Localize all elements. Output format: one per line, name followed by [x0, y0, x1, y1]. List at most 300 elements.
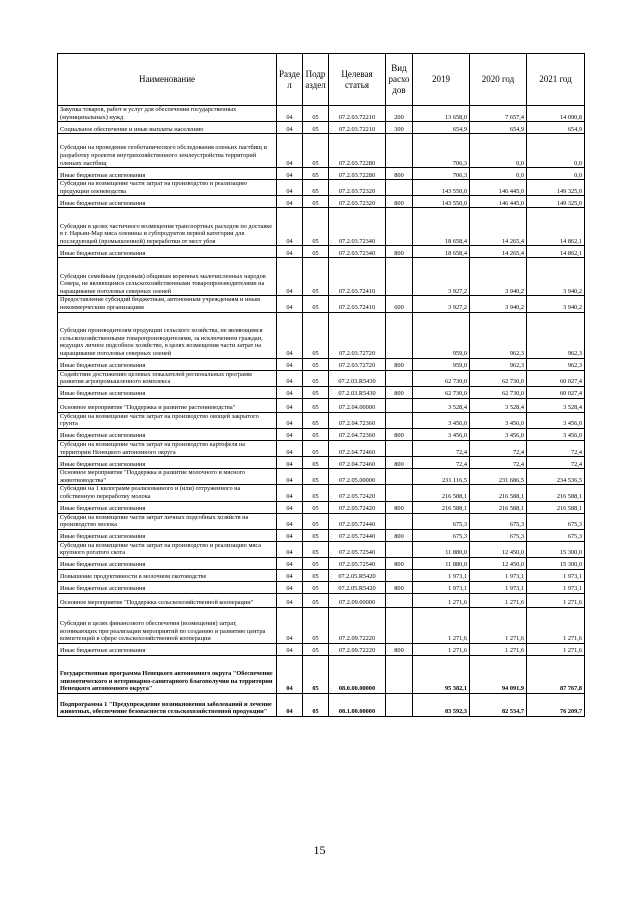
cell-target: 07.2.03.72410 — [329, 258, 386, 296]
table-row — [58, 581, 585, 593]
cell-name: Субсидии на возмещение части затрат на производство овощей закрытого грунта — [58, 412, 277, 428]
cell-2020: 675,3 — [470, 529, 527, 541]
cell-2021: 60 027,4 — [527, 386, 585, 398]
cell-vid: 800 — [386, 457, 413, 469]
cell-target: 07.2.03.72320 — [329, 196, 386, 208]
cell-podrazdel: 05 — [303, 457, 329, 469]
cell-vid: 800 — [386, 168, 413, 180]
cell-podrazdel: 05 — [303, 208, 329, 246]
cell-podrazdel: 05 — [303, 296, 329, 312]
cell-name: Основное мероприятие "Поддержка сельскохозяйственной кооперации" — [58, 593, 277, 607]
cell-name: Субсидии производителям продукции сельского хозяйства, не являющимся сельскохозяйственными товаропроизводителями, за исключением граждан, ведущих личное подсобное хозяйство, в целях возмещения части затрат на наращивание поголовья северных оленей — [58, 312, 277, 358]
cell-2021: 216 588,1 — [527, 485, 585, 501]
cell-target: 07.2.09.72220 — [329, 643, 386, 655]
cell-podrazdel: 05 — [303, 386, 329, 398]
table-row — [58, 593, 585, 607]
cell-name: Иные бюджетные ассигнования — [58, 196, 277, 208]
cell-2020: 72,4 — [470, 457, 527, 469]
cell-2021: 15 300,0 — [527, 541, 585, 557]
cell-2020: 146 445,0 — [470, 196, 527, 208]
cell-2021: 1 271,6 — [527, 643, 585, 655]
cell-name: Иные бюджетные ассигнования — [58, 529, 277, 541]
cell-2020: 962,3 — [470, 358, 527, 370]
cell-razdel: 04 — [277, 358, 303, 370]
header-name: Наименование — [58, 54, 277, 106]
cell-2021: 14 862,1 — [527, 208, 585, 246]
cell-name: Иные бюджетные ассигнования — [58, 246, 277, 258]
cell-2020: 216 588,1 — [470, 501, 527, 513]
cell-vid: 800 — [386, 501, 413, 513]
cell-vid: 800 — [386, 529, 413, 541]
cell-2020: 1 973,1 — [470, 569, 527, 581]
cell-podrazdel: 05 — [303, 134, 329, 168]
cell-2020: 12 450,0 — [470, 557, 527, 569]
cell-razdel: 04 — [277, 569, 303, 581]
cell-name: Иные бюджетные ассигнования — [58, 557, 277, 569]
cell-target: 07.2.03.72340 — [329, 208, 386, 246]
cell-razdel: 04 — [277, 168, 303, 180]
cell-2020: 3 528,4 — [470, 398, 527, 412]
cell-2021: 1 973,1 — [527, 581, 585, 593]
cell-razdel: 04 — [277, 106, 303, 122]
table-row — [58, 440, 585, 456]
table-row — [58, 513, 585, 529]
cell-2020: 14 265,4 — [470, 208, 527, 246]
cell-2021: 675,3 — [527, 513, 585, 529]
cell-razdel: 04 — [277, 246, 303, 258]
cell-target: 07.2.04.72360 — [329, 412, 386, 428]
cell-podrazdel: 05 — [303, 312, 329, 358]
cell-2019: 13 658,0 — [413, 106, 470, 122]
cell-podrazdel: 05 — [303, 607, 329, 643]
cell-vid — [386, 607, 413, 643]
cell-name: Предоставление субсидий бюджетным, автономным учреждениям и иным некоммерческим организациям — [58, 296, 277, 312]
cell-2019: 72,4 — [413, 457, 470, 469]
cell-2019: 1 271,6 — [413, 593, 470, 607]
cell-target: 07.2.04.72360 — [329, 428, 386, 440]
budget-table — [57, 53, 585, 717]
cell-podrazdel: 05 — [303, 168, 329, 180]
cell-name: Повышение продуктивности в молочном скотоводстве — [58, 569, 277, 581]
cell-razdel: 04 — [277, 180, 303, 196]
cell-target: 07.2.09.00000 — [329, 593, 386, 607]
cell-razdel: 04 — [277, 386, 303, 398]
table-body — [58, 106, 585, 717]
cell-podrazdel: 05 — [303, 398, 329, 412]
cell-razdel: 04 — [277, 134, 303, 168]
cell-2019: 706,3 — [413, 168, 470, 180]
cell-podrazdel: 05 — [303, 643, 329, 655]
cell-2021: 962,3 — [527, 358, 585, 370]
table-row — [58, 428, 585, 440]
table-row — [58, 457, 585, 469]
cell-2021: 654,9 — [527, 122, 585, 134]
cell-2021: 60 027,4 — [527, 370, 585, 386]
cell-name: Содействие достижению целевых показателей региональных программ развития агропромышленного комплекса — [58, 370, 277, 386]
cell-2020: 0,0 — [470, 134, 527, 168]
cell-2020: 962,3 — [470, 312, 527, 358]
table-row — [58, 168, 585, 180]
cell-name: Иные бюджетные ассигнования — [58, 581, 277, 593]
cell-2021: 3 456,0 — [527, 428, 585, 440]
cell-2020: 654,9 — [470, 122, 527, 134]
cell-target: 07.2.03.72340 — [329, 246, 386, 258]
table-row — [58, 655, 585, 693]
cell-target: 07.2.04.72460 — [329, 457, 386, 469]
cell-razdel: 04 — [277, 557, 303, 569]
cell-2021: 149 325,0 — [527, 180, 585, 196]
header-2021: 2021 год — [527, 54, 585, 106]
cell-target: 07.2.03.R5430 — [329, 370, 386, 386]
cell-target: 07.2.05.72440 — [329, 513, 386, 529]
cell-2019: 3 528,4 — [413, 398, 470, 412]
cell-2021: 675,3 — [527, 529, 585, 541]
page-number: 15 — [313, 843, 326, 857]
table-row — [58, 246, 585, 258]
cell-2020: 146 445,0 — [470, 180, 527, 196]
cell-target: 07.2.03.R5430 — [329, 386, 386, 398]
cell-podrazdel: 05 — [303, 258, 329, 296]
cell-target: 07.2.03.72320 — [329, 180, 386, 196]
cell-target: 07.2.03.72720 — [329, 358, 386, 370]
cell-target: 07.2.05.72440 — [329, 529, 386, 541]
cell-name: Субсидии в целях финансового обеспечения (возмещения) затрат, возникающих при реализации мероприятий по созданию и развитию центра компетенций в сфере сельскохозяйственной кооперации — [58, 607, 277, 643]
cell-2020: 14 265,4 — [470, 246, 527, 258]
cell-2020: 3 456,0 — [470, 428, 527, 440]
table-row — [58, 529, 585, 541]
cell-razdel: 04 — [277, 398, 303, 412]
cell-target: 07.2.05.72540 — [329, 541, 386, 557]
cell-name: Субсидии на возмещение части затрат на производство картофеля на территории Ненецкого автономного округа — [58, 440, 277, 456]
cell-2019: 1 271,6 — [413, 643, 470, 655]
cell-target: 07.2.04.72460 — [329, 440, 386, 456]
cell-vid — [386, 180, 413, 196]
cell-2020: 1 973,1 — [470, 581, 527, 593]
cell-razdel: 04 — [277, 607, 303, 643]
cell-razdel: 04 — [277, 513, 303, 529]
cell-podrazdel: 05 — [303, 440, 329, 456]
cell-name: Субсидии на проведение геоботанического обследования оленьих пастбищ и разработку проектов внутрихозяйственного землеустройства территорий оленьих пастбищ — [58, 134, 277, 168]
table-row — [58, 412, 585, 428]
cell-vid — [386, 440, 413, 456]
cell-2020: 3 456,0 — [470, 412, 527, 428]
cell-razdel: 04 — [277, 258, 303, 296]
cell-podrazdel: 05 — [303, 569, 329, 581]
cell-target: 08.0.00.00000 — [329, 655, 386, 693]
cell-podrazdel: 05 — [303, 196, 329, 208]
cell-2020: 1 271,6 — [470, 643, 527, 655]
cell-razdel: 04 — [277, 296, 303, 312]
cell-vid: 800 — [386, 196, 413, 208]
cell-2019: 1 973,1 — [413, 569, 470, 581]
cell-2019: 62 730,0 — [413, 386, 470, 398]
cell-vid — [386, 398, 413, 412]
cell-razdel: 04 — [277, 457, 303, 469]
cell-2021: 962,3 — [527, 312, 585, 358]
cell-podrazdel: 05 — [303, 541, 329, 557]
cell-vid: 800 — [386, 358, 413, 370]
cell-podrazdel: 05 — [303, 501, 329, 513]
cell-2020: 216 588,1 — [470, 485, 527, 501]
cell-2021: 3 528,4 — [527, 398, 585, 412]
table-row — [58, 106, 585, 122]
cell-podrazdel: 05 — [303, 513, 329, 529]
table-row — [58, 296, 585, 312]
cell-vid: 800 — [386, 643, 413, 655]
table-row — [58, 398, 585, 412]
cell-2021: 3 940,2 — [527, 258, 585, 296]
cell-target: 07.2.09.72220 — [329, 607, 386, 643]
cell-vid: 800 — [386, 581, 413, 593]
cell-vid — [386, 655, 413, 693]
cell-podrazdel: 05 — [303, 106, 329, 122]
table-row — [58, 485, 585, 501]
cell-2019: 143 550,0 — [413, 196, 470, 208]
cell-2021: 234 536,5 — [527, 469, 585, 485]
cell-target: 07.2.03.72720 — [329, 312, 386, 358]
cell-name: Основное мероприятие "Поддержка и развитие растениеводства" — [58, 398, 277, 412]
cell-name: Субсидии на 1 килограмм реализованного и (или) отгруженного на собственную переработку молока — [58, 485, 277, 501]
cell-2020: 0,0 — [470, 168, 527, 180]
cell-name: Иные бюджетные ассигнования — [58, 428, 277, 440]
cell-target: 07.2.03.72210 — [329, 122, 386, 134]
cell-target: 07.2.05.72540 — [329, 557, 386, 569]
cell-podrazdel: 05 — [303, 593, 329, 607]
cell-name: Иные бюджетные ассигнования — [58, 643, 277, 655]
cell-podrazdel: 05 — [303, 485, 329, 501]
cell-target: 07.2.05.R5420 — [329, 569, 386, 581]
cell-razdel: 04 — [277, 469, 303, 485]
header-target: Целевая статья — [329, 54, 386, 106]
cell-2021: 149 325,0 — [527, 196, 585, 208]
cell-razdel: 04 — [277, 655, 303, 693]
cell-podrazdel: 05 — [303, 529, 329, 541]
cell-vid: 800 — [386, 246, 413, 258]
cell-2021: 1 271,6 — [527, 607, 585, 643]
cell-target: 07.2.03.72280 — [329, 134, 386, 168]
header-vid: Вид расхо дов — [386, 54, 413, 106]
cell-vid: 800 — [386, 386, 413, 398]
cell-2020: 7 657,4 — [470, 106, 527, 122]
cell-2020: 62 730,0 — [470, 386, 527, 398]
cell-2020: 3 940,2 — [470, 296, 527, 312]
cell-vid — [386, 693, 413, 716]
cell-2020: 675,3 — [470, 513, 527, 529]
cell-razdel: 04 — [277, 412, 303, 428]
cell-target: 07.2.03.72410 — [329, 296, 386, 312]
cell-razdel: 04 — [277, 501, 303, 513]
cell-vid — [386, 541, 413, 557]
cell-2021: 3 456,0 — [527, 412, 585, 428]
cell-2019: 18 658,4 — [413, 208, 470, 246]
cell-2019: 62 730,0 — [413, 370, 470, 386]
cell-vid — [386, 569, 413, 581]
cell-podrazdel: 05 — [303, 358, 329, 370]
cell-2019: 231 116,5 — [413, 469, 470, 485]
cell-name: Субсидии в целях частичного возмещения транспортных расходов по доставке в г. Нарьян-Мар мяса оленины и субпродуктов первой категории для последующей (промышленной) переработки от мест убоя — [58, 208, 277, 246]
cell-2019: 143 550,0 — [413, 180, 470, 196]
cell-2021: 3 940,2 — [527, 296, 585, 312]
cell-name: Иные бюджетные ассигнования — [58, 457, 277, 469]
cell-razdel: 04 — [277, 581, 303, 593]
cell-name: Основное мероприятие "Поддержка и развитие молочного и мясного животноводства" — [58, 469, 277, 485]
header-2019: 2019 — [413, 54, 470, 106]
cell-razdel: 04 — [277, 485, 303, 501]
cell-2021: 14 090,8 — [527, 106, 585, 122]
cell-razdel: 04 — [277, 428, 303, 440]
cell-name: Социальное обеспечение и иные выплаты населению — [58, 122, 277, 134]
cell-2021: 15 300,0 — [527, 557, 585, 569]
header-2020: 2020 год — [470, 54, 527, 106]
cell-vid — [386, 412, 413, 428]
cell-2019: 654,9 — [413, 122, 470, 134]
cell-name: Иные бюджетные ассигнования — [58, 168, 277, 180]
table-row — [58, 312, 585, 358]
cell-podrazdel: 05 — [303, 693, 329, 716]
cell-name: Иные бюджетные ассигнования — [58, 386, 277, 398]
cell-razdel: 04 — [277, 541, 303, 557]
table-row — [58, 122, 585, 134]
table-row — [58, 358, 585, 370]
cell-target: 07.2.05.R5420 — [329, 581, 386, 593]
cell-2021: 76 209,7 — [527, 693, 585, 716]
cell-vid: 200 — [386, 106, 413, 122]
cell-name: Субсидии на возмещение части затрат на производство и реализацию мяса крупного рогатого скота — [58, 541, 277, 557]
cell-2021: 1 973,1 — [527, 569, 585, 581]
table-row — [58, 469, 585, 485]
cell-target: 08.1.00.00000 — [329, 693, 386, 716]
cell-vid — [386, 370, 413, 386]
table-row — [58, 557, 585, 569]
cell-2020: 94 091,9 — [470, 655, 527, 693]
cell-podrazdel: 05 — [303, 469, 329, 485]
table-row — [58, 180, 585, 196]
cell-razdel: 04 — [277, 208, 303, 246]
cell-name: Закупка товаров, работ и услуг для обеспечения государственных (муниципальных) нужд — [58, 106, 277, 122]
table-row — [58, 208, 585, 246]
table-row — [58, 386, 585, 398]
cell-vid — [386, 208, 413, 246]
cell-2019: 1 973,1 — [413, 581, 470, 593]
cell-podrazdel: 05 — [303, 246, 329, 258]
cell-2021: 87 767,8 — [527, 655, 585, 693]
cell-target: 07.2.04.00000 — [329, 398, 386, 412]
cell-2019: 3 927,2 — [413, 258, 470, 296]
table-row — [58, 196, 585, 208]
table-row — [58, 370, 585, 386]
table-row — [58, 541, 585, 557]
cell-razdel: 04 — [277, 370, 303, 386]
table-row — [58, 501, 585, 513]
cell-2019: 72,4 — [413, 440, 470, 456]
budget-table-container — [57, 53, 584, 717]
cell-name: Иные бюджетные ассигнования — [58, 358, 277, 370]
cell-podrazdel: 05 — [303, 122, 329, 134]
cell-target: 07.2.05.72420 — [329, 485, 386, 501]
cell-2021: 14 862,1 — [527, 246, 585, 258]
cell-name: Субсидии на возмещение части затрат личных подсобных хозяйств на производство молока — [58, 513, 277, 529]
cell-2019: 3 456,0 — [413, 428, 470, 440]
cell-2020: 1 271,6 — [470, 593, 527, 607]
cell-2019: 95 382,1 — [413, 655, 470, 693]
cell-2020: 62 730,0 — [470, 370, 527, 386]
cell-target: 07.2.03.72280 — [329, 168, 386, 180]
cell-vid — [386, 469, 413, 485]
cell-2021: 72,4 — [527, 440, 585, 456]
cell-vid — [386, 485, 413, 501]
cell-2020: 82 534,7 — [470, 693, 527, 716]
cell-razdel: 04 — [277, 593, 303, 607]
cell-2021: 1 271,6 — [527, 593, 585, 607]
cell-2019: 11 880,0 — [413, 541, 470, 557]
cell-vid — [386, 593, 413, 607]
cell-2019: 11 880,0 — [413, 557, 470, 569]
table-row — [58, 607, 585, 643]
cell-2021: 72,4 — [527, 457, 585, 469]
cell-2019: 18 658,4 — [413, 246, 470, 258]
cell-podrazdel: 05 — [303, 581, 329, 593]
cell-razdel: 04 — [277, 643, 303, 655]
cell-razdel: 04 — [277, 693, 303, 716]
table-row — [58, 134, 585, 168]
header-podrazdel: Подр аздел — [303, 54, 329, 106]
cell-2020: 231 686,5 — [470, 469, 527, 485]
cell-name: Подпрограмма 1 "Предупреждение возникновения заболеваний и лечение животных, обеспечение безопасности сельскохозяйственной продукции" — [58, 693, 277, 716]
cell-2020: 12 450,0 — [470, 541, 527, 557]
cell-2021: 216 588,1 — [527, 501, 585, 513]
cell-razdel: 04 — [277, 529, 303, 541]
cell-target: 07.2.03.72210 — [329, 106, 386, 122]
cell-name: Субсидии семейным (родовым) общинам коренных малочисленных народов Севера, не являющимся сельскохозяйственными товаропроизводителями на наращивание поголовья северных оленей — [58, 258, 277, 296]
cell-razdel: 04 — [277, 312, 303, 358]
table-row — [58, 693, 585, 716]
table-row — [58, 569, 585, 581]
cell-2021: 0,0 — [527, 168, 585, 180]
cell-name: Субсидии на возмещение части затрат на производство и реализацию продукции оленеводства — [58, 180, 277, 196]
cell-2019: 959,0 — [413, 312, 470, 358]
cell-razdel: 04 — [277, 440, 303, 456]
cell-vid: 800 — [386, 557, 413, 569]
cell-2019: 3 456,0 — [413, 412, 470, 428]
cell-2020: 1 271,6 — [470, 607, 527, 643]
cell-vid — [386, 312, 413, 358]
table-header-row — [58, 54, 585, 106]
cell-2019: 675,3 — [413, 529, 470, 541]
table-row — [58, 258, 585, 296]
cell-vid: 300 — [386, 122, 413, 134]
cell-razdel: 04 — [277, 196, 303, 208]
cell-razdel: 04 — [277, 122, 303, 134]
cell-2019: 706,3 — [413, 134, 470, 168]
header-razdel: Разде л — [277, 54, 303, 106]
cell-2019: 216 588,1 — [413, 501, 470, 513]
cell-vid: 600 — [386, 296, 413, 312]
cell-name: Государственная программа Ненецкого автономного округа "Обеспечение эпизоотического и ветеринарно-санитарного благополучия на территории Ненецкого автономного округа" — [58, 655, 277, 693]
cell-2019: 675,3 — [413, 513, 470, 529]
cell-2019: 1 271,6 — [413, 607, 470, 643]
cell-2019: 3 927,2 — [413, 296, 470, 312]
cell-podrazdel: 05 — [303, 557, 329, 569]
cell-2020: 72,4 — [470, 440, 527, 456]
cell-podrazdel: 05 — [303, 655, 329, 693]
cell-2019: 216 588,1 — [413, 485, 470, 501]
cell-vid — [386, 258, 413, 296]
cell-podrazdel: 05 — [303, 370, 329, 386]
cell-target: 07.2.05.72420 — [329, 501, 386, 513]
cell-vid — [386, 134, 413, 168]
cell-podrazdel: 05 — [303, 428, 329, 440]
cell-2021: 0,0 — [527, 134, 585, 168]
